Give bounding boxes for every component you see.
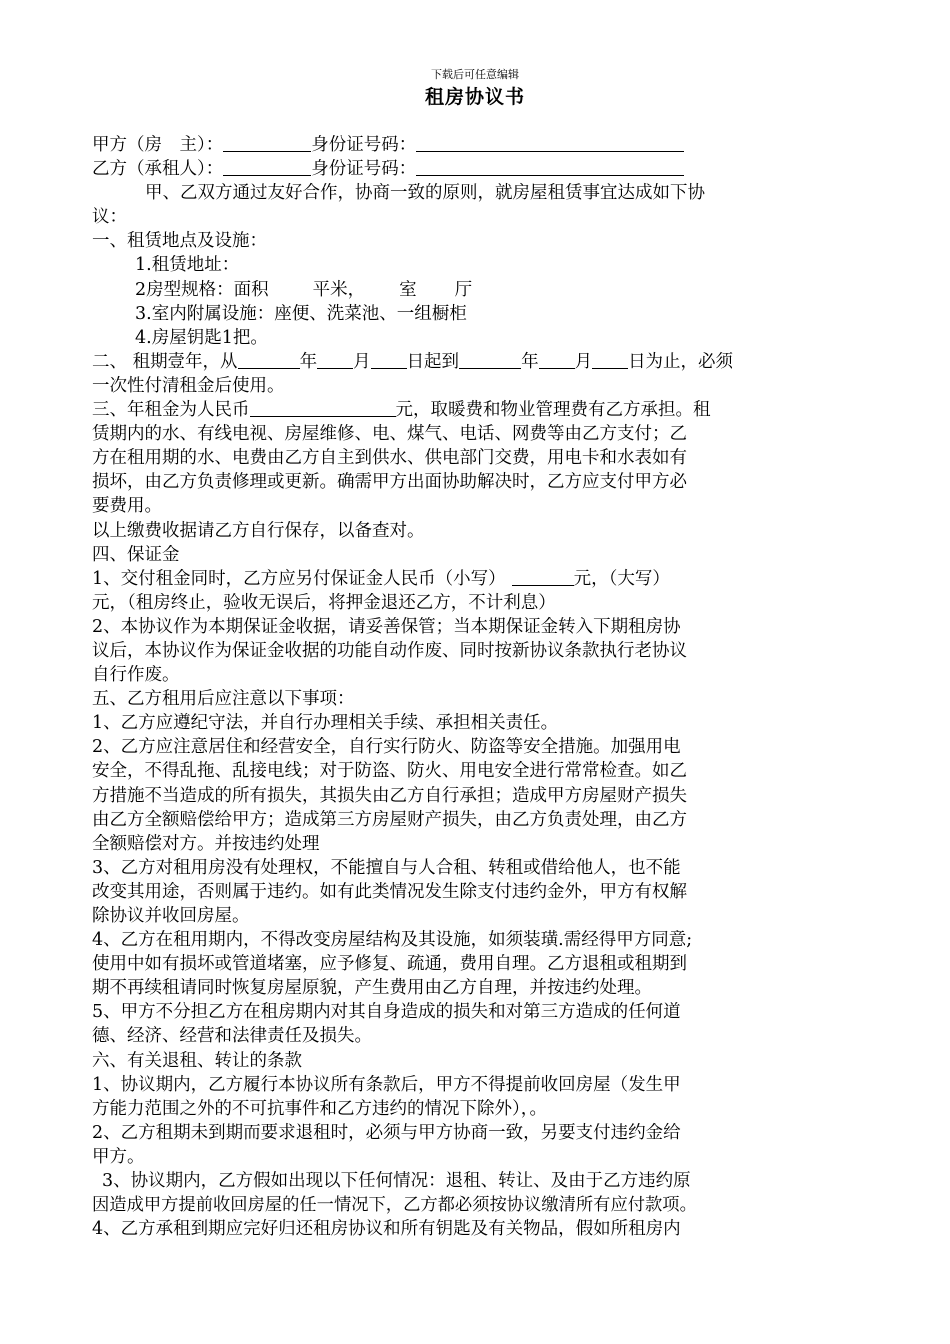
section4-p2-line2: 议后，本协议作为保证金收据的功能自动作废、同时按新协议条款执行老协议 <box>92 640 687 661</box>
section3-line5: 要费用。 <box>92 496 162 517</box>
section6-p3-line2: 因造成甲方提前收回房屋的任一情况下，乙方都必须按协议缴清所有应付款项。 <box>92 1195 697 1216</box>
section1-heading: 一、租赁地点及设施： <box>92 231 267 252</box>
section6-line: 1、协议期内，乙方履行本协议所有条款后，甲方不得提前收回房屋（发生甲 <box>92 1074 681 1095</box>
section6-line: 方能力范围之外的不可抗事件和乙方违约的情况下除外），。 <box>92 1098 547 1119</box>
landlord-line: 甲方（房 主）： 身份证号码： <box>92 133 862 157</box>
tenant-id-blank[interactable] <box>416 157 684 176</box>
section5-line: 5、甲方不分担乙方在租房期内对其自身造成的损失和对第三方造成的任何道 <box>92 1002 681 1023</box>
section5-heading: 五、乙方租用后应注意以下事项： <box>92 689 355 710</box>
section4-p2-line3: 自行作废。 <box>92 665 180 686</box>
section5-line: 方措施不当造成的所有损失，其损失由乙方自行承担；造成甲方房屋财产损失 <box>92 785 687 806</box>
section5-line: 安全，不得乱拖、乱接电线；对于防盗、防火、用电安全进行常常检查。如乙 <box>92 761 687 782</box>
tenant-line: 乙方（承租人）： 身份证号码： <box>92 157 862 181</box>
section3-line3: 方在租用期的水、电费由乙方自主到供水、供电部门交费，用电卡和水表如有 <box>92 448 687 469</box>
section4-p2-line1: 2、本协议作为本期保证金收据，请妥善保管；当本期保证金转入下期租房协 <box>92 616 681 637</box>
tenant-name-blank[interactable] <box>223 157 311 176</box>
landlord-id-blank[interactable] <box>416 133 684 152</box>
section6-heading: 六、有关退租、转让的条款 <box>92 1050 302 1071</box>
section3-line4: 损坏，由乙方负责修理或更新。确需甲方出面协助解决时，乙方应支付甲方必 <box>92 472 687 493</box>
section6-p3-line1: 3、协议期内，乙方假如出现以下任何情况：退租、转让、及由于乙方违约原 <box>102 1171 691 1192</box>
section6-p4-line1: 4、乙方承租到期应完好归还租房协议和所有钥匙及有关物品，假如所租房内 <box>92 1219 681 1240</box>
annual-rent-blank[interactable] <box>250 398 396 417</box>
section5-line: 除协议并收回房屋。 <box>92 906 250 926</box>
section5-line: 2、乙方应注意居住和经营安全，自行实行防火、防盗等安全措施。加强用电 <box>92 737 681 758</box>
section5-line: 3、乙方对租用房没有处理权，不能擅自与人合租、转租或借给他人，也不能 <box>92 857 681 878</box>
section1-item2: 2房型规格：面积 平米， 室 厅 <box>135 279 473 300</box>
section5-line: 期不再续租请同时恢复房屋原貌，产生费用由乙方自理，并按违约处理。 <box>92 978 652 999</box>
deposit-amount-blank[interactable] <box>512 567 574 586</box>
section1-item1: 1.租赁地址： <box>135 255 240 276</box>
agreement-body <box>92 133 862 1241</box>
section5-line: 全额赔偿对方。并按违约处理 <box>92 833 320 854</box>
section5-line: 1、乙方应遵纪守法，并自行办理相关手续、承担相关责任。 <box>92 713 559 734</box>
header-note: 下载后可任意编辑 <box>431 68 519 81</box>
section4-heading: 四、保证金 <box>92 544 180 565</box>
end-month-blank[interactable] <box>539 350 575 369</box>
preamble-line2: 议： <box>92 207 127 228</box>
document-title: 租房协议书 <box>424 86 525 108</box>
start-day-blank[interactable] <box>371 350 407 369</box>
section3-line6: 以上缴费收据请乙方自行保存，以备查对。 <box>92 520 425 541</box>
section4-p1-line1: 1、交付租金同时，乙方应另付保证金人民币（小写） 元，（大写） <box>92 568 670 589</box>
section5-line: 由乙方全额赔偿给甲方；造成第三方房屋财产损失，由乙方负责处理，由乙方 <box>92 809 687 830</box>
section3-line1: 三、年租金为人民币 元，取暖费和物业管理费有乙方承担。租 <box>92 400 711 421</box>
start-month-blank[interactable] <box>317 350 353 369</box>
start-year-blank[interactable] <box>238 350 300 369</box>
landlord-name-blank[interactable] <box>223 133 311 152</box>
section2-line1: 二、 租期壹年，从 年 月 日起到 年 月 日为止，必须 <box>92 351 734 372</box>
section5-line: 改变其用途，否则属于违约。如有此类情况发生除支付违约金外，甲方有权解 <box>92 881 687 902</box>
section6-line: 2、乙方租期未到期而要求退租时，必须与甲方协商一致，另要支付违约金给 <box>92 1122 681 1143</box>
preamble-line1: 甲、乙双方通过友好合作，协商一致的原则，就房屋租赁事宜达成如下协 <box>145 183 705 204</box>
section5-line: 4、乙方在租用期内，不得改变房屋结构及其设施，如须装璜.需经得甲方同意; <box>92 930 693 951</box>
section4-p1-line2: 元，（租房终止，验收无误后，将押金退还乙方，不计利息） <box>92 592 556 613</box>
end-day-blank[interactable] <box>592 350 628 369</box>
section1-item3: 3.室内附属设施：座便、洗菜池、一组橱柜 <box>135 303 467 324</box>
section5-line: 使用中如有损坏或管道堵塞，应予修复、疏通，费用自理。乙方退租或租期到 <box>92 954 687 975</box>
section5-line: 德、经济、经营和法律责任及损失。 <box>92 1026 372 1047</box>
section3-line2: 赁期内的水、有线电视、房屋维修、电、煤气、电话、网费等由乙方支付；乙 <box>92 424 687 445</box>
section6-line: 甲方。 <box>92 1146 145 1167</box>
end-year-blank[interactable] <box>459 350 521 369</box>
section2-line2: 一次性付清租金后使用。 <box>92 375 285 396</box>
section1-item4: 4.房屋钥匙1把。 <box>135 327 268 348</box>
